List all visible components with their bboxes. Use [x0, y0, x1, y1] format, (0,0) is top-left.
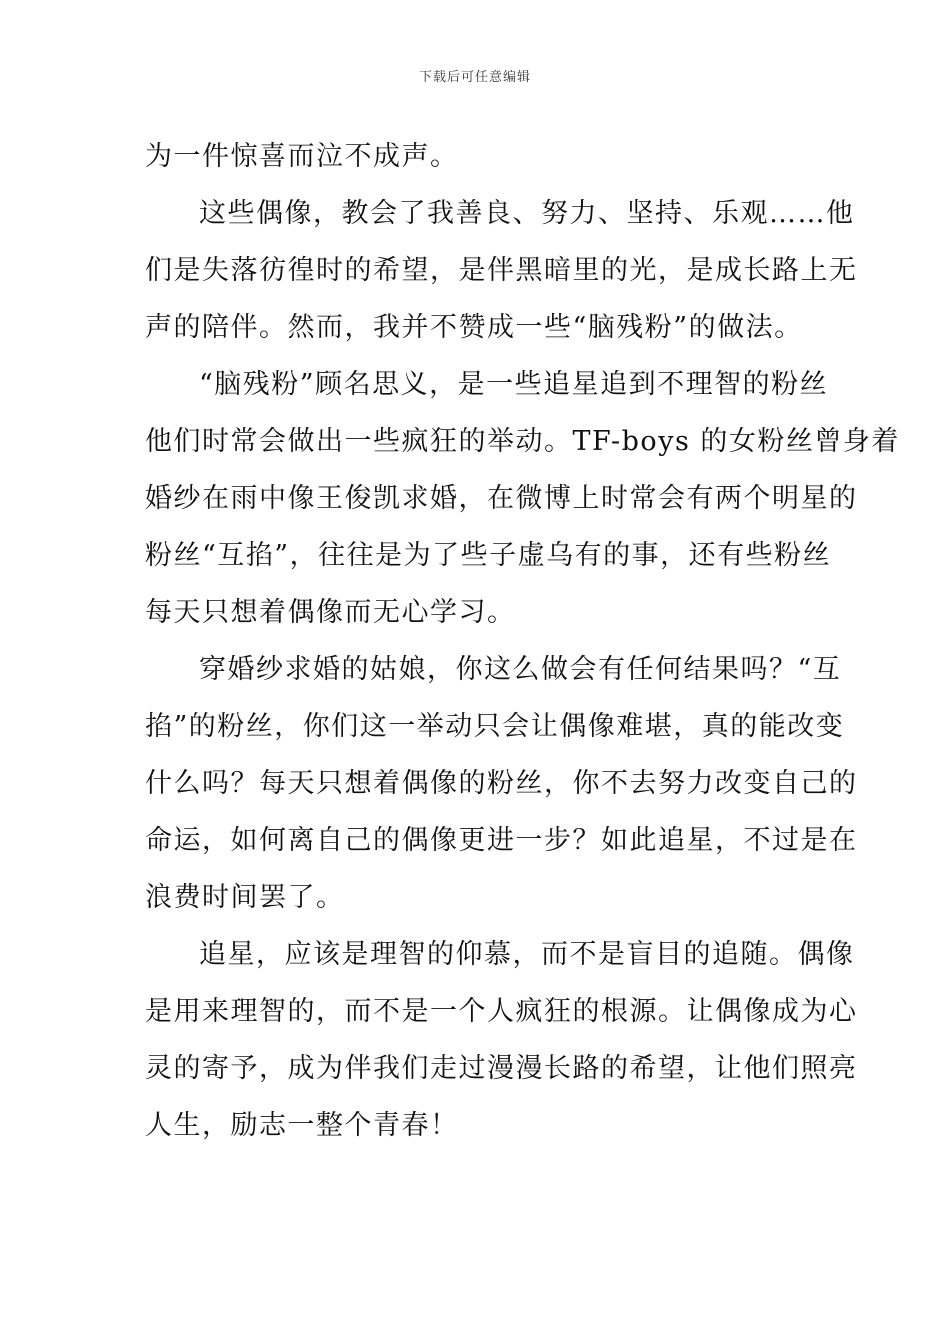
text-line: “脑残粉”顾名思义，是一些追星追到不理智的粉丝	[199, 369, 829, 400]
text-line: 什么吗？每天只想着偶像的粉丝，你不去努力改变自己的	[145, 768, 858, 799]
text-line: 他们时常会做出一些疯狂的举动。TF-boys 的女粉丝曾身着	[145, 426, 900, 457]
text-line: 们是失落彷徨时的希望，是伴黑暗里的光，是成长路上无	[145, 255, 858, 286]
text-line: 是用来理智的，而不是一个人疯狂的根源。让偶像成为心	[145, 996, 858, 1027]
text-line: 浪费时间罢了。	[145, 882, 345, 913]
text-line: 每天只想着偶像而无心学习。	[145, 597, 516, 628]
header-note: 下载后可任意编辑	[418, 70, 531, 85]
text-line: 为一件惊喜而泣不成声。	[145, 141, 459, 172]
text-line: 声的陪伴。然而，我并不赞成一些“脑残粉”的做法。	[145, 312, 803, 343]
text-line: 婚纱在雨中像王俊凯求婚，在微博上时常会有两个明星的	[145, 483, 858, 514]
document-body	[145, 128, 900, 1154]
text-line: 灵的寄予，成为伴我们走过漫漫长路的希望，让他们照亮	[145, 1053, 858, 1084]
text-line: 命运，如何离自己的偶像更进一步？如此追星，不过是在	[145, 825, 858, 856]
text-line: 掐”的粉丝，你们这一举动只会让偶像难堪，真的能改变	[145, 711, 845, 742]
text-line: 人生，励志一整个青春！	[145, 1110, 459, 1141]
text-line: 追星，应该是理智的仰慕，而不是盲目的追随。偶像	[199, 939, 855, 970]
text-line: 穿婚纱求婚的姑娘，你这么做会有任何结果吗？“互	[199, 654, 842, 685]
text-line: 粉丝“互掐”，往往是为了些子虚乌有的事，还有些粉丝	[145, 540, 832, 571]
text-line: 这些偶像，教会了我善良、努力、坚持、乐观……他	[199, 198, 855, 229]
